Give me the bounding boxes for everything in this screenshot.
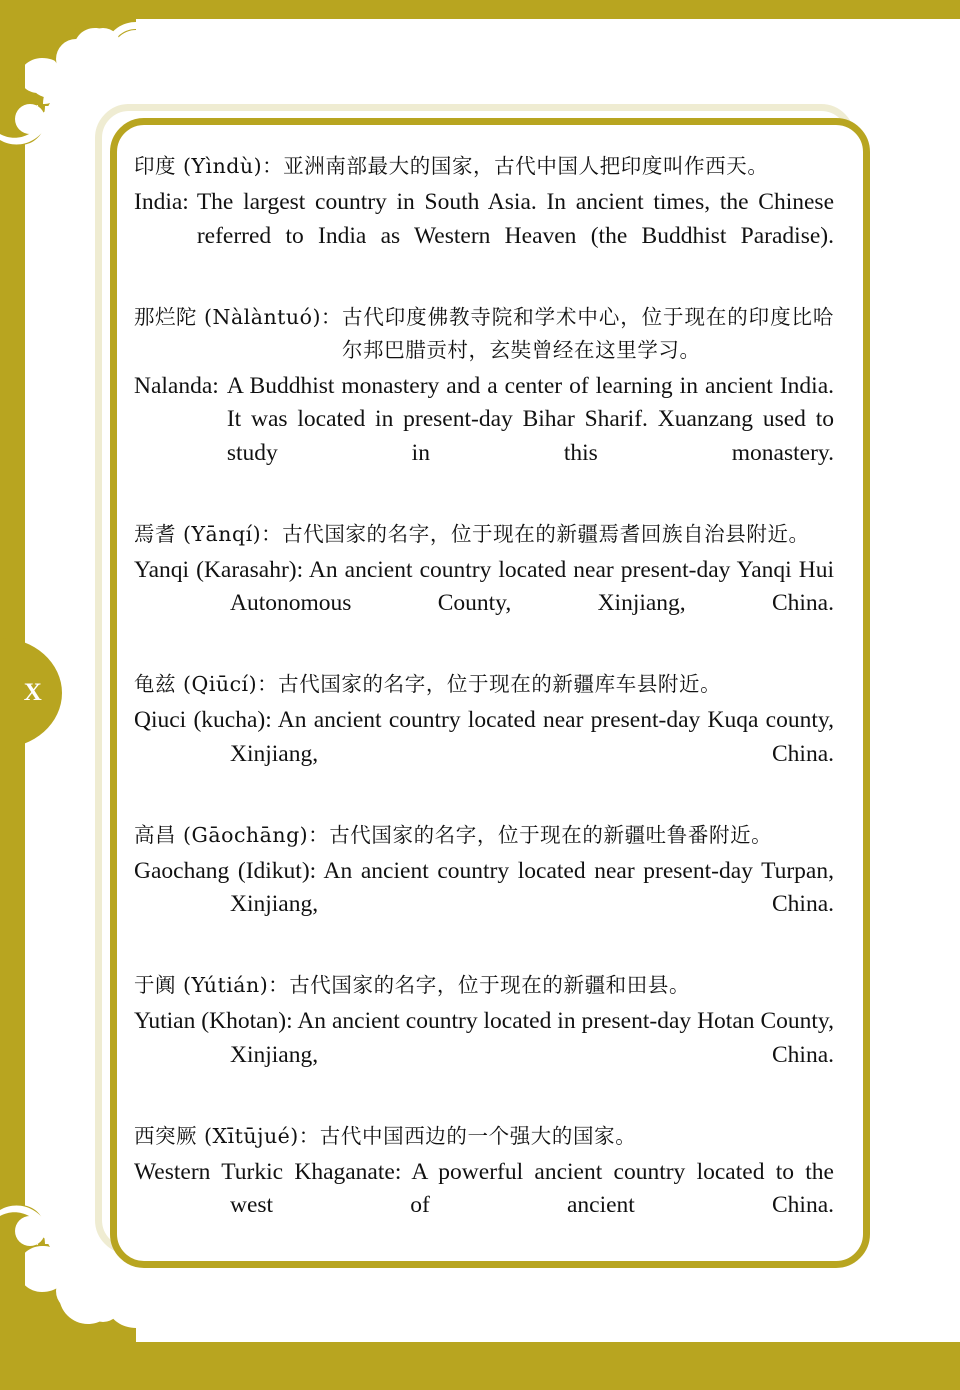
glossary-entry (134, 969, 834, 1106)
glossary-term-chinese: 于阗 (Yútián)： (134, 973, 290, 997)
glossary-term-chinese: 龟兹 (Qiūcí)： (134, 672, 279, 696)
glossary-term-chinese: 西突厥 (Xītūjué)： (134, 1123, 320, 1148)
glossary-definition-chinese: 古代国家的名字，位于现在的新疆吐鲁番附近。 (329, 822, 773, 847)
glossary-entry-chinese (134, 1120, 834, 1153)
glossary-definition-english: A powerful ancient country located to the west of ancient China. (230, 1158, 834, 1218)
glossary-term-english: Gaochang (Idikut): (134, 857, 317, 884)
glossary-entry-chinese (134, 518, 834, 551)
glossary-entry-english (134, 1156, 834, 1241)
page-bottom-gold-bar (0, 1342, 960, 1390)
glossary-entry (134, 301, 834, 504)
glossary-entry (134, 819, 834, 956)
glossary-definition-chinese: 古代国家的名字，位于现在的新疆焉耆回族自治县附近。 (282, 521, 810, 546)
glossary-entry-chinese (134, 668, 834, 701)
glossary-term-english: Yutian (Khotan): (134, 1008, 293, 1034)
glossary-definition-english: The largest country in South Asia. In ancient times, the Chinese referred to India as Western Heaven (the Buddhist Paradise). (196, 189, 834, 249)
glossary-entry-english (134, 855, 834, 956)
glossary-entry-chinese (134, 819, 834, 852)
glossary-definition-english: An ancient country located near present-day Kuqa county, Xinjiang, China. (230, 707, 834, 767)
glossary-list (134, 150, 834, 1240)
glossary-term-english: India: (134, 189, 189, 215)
glossary-term-english: Western Turkic Khaganate: (134, 1158, 402, 1185)
page-marker-label: X (23, 679, 43, 706)
glossary-term-chinese: 印度 (Yìndù)： (134, 154, 284, 178)
glossary-entry-chinese (134, 301, 834, 367)
glossary-term-english: Qiuci (kucha): (134, 707, 272, 733)
glossary-entry-chinese (134, 150, 834, 183)
page-marker-tab[interactable] (0, 638, 62, 748)
glossary-term-english: Nalanda: (134, 372, 219, 399)
glossary-entry-english (134, 186, 834, 287)
glossary-entry-english (134, 370, 834, 504)
glossary-definition-english: An ancient country located in present-day Hotan County, Xinjiang, China. (230, 1008, 834, 1068)
glossary-entry (134, 668, 834, 805)
glossary-term-chinese: 高昌 (Gāochāng)： (134, 822, 330, 847)
glossary-definition-chinese: 古代国家的名字，位于现在的新疆库车县附近。 (278, 672, 722, 696)
glossary-entry (134, 518, 834, 655)
glossary-definition-chinese: 亚洲南部最大的国家，古代中国人把印度叫作西天。 (283, 154, 769, 178)
glossary-entry-english (134, 554, 834, 655)
glossary-definition-english: A Buddhist monastery and a center of learning in ancient India. It was located in present-day Bihar Sharif. Xuanzang used to study in this monastery. (226, 372, 834, 466)
glossary-entry-chinese (134, 969, 834, 1002)
glossary-term-chinese: 那烂陀 (Nàlàntuó)： (134, 304, 342, 329)
page-top-gold-bar (0, 0, 960, 19)
glossary-entry (134, 1120, 834, 1241)
glossary-term-chinese: 焉耆 (Yānqí)： (134, 521, 283, 546)
glossary-definition-english: An ancient country located near present-day Turpan, Xinjiang, China. (230, 857, 834, 917)
glossary-definition-chinese: 古代中国西边的一个强大的国家。 (319, 1123, 637, 1148)
glossary-term-english: Yanqi (Karasahr): (134, 556, 304, 583)
glossary-entry-english (134, 1005, 834, 1106)
glossary-definition-chinese: 古代印度佛教寺院和学术中心，位于现在的印度比哈尔邦巴腊贡村，玄奘曾经在这里学习。 (341, 304, 834, 362)
glossary-definition-chinese: 古代国家的名字，位于现在的新疆和田县。 (289, 973, 691, 997)
glossary-entry (134, 150, 834, 287)
glossary-definition-english: An ancient country located near present-day Yanqi Hui Autonomous County, Xinjiang, China. (230, 556, 834, 616)
glossary-entry-english (134, 704, 834, 805)
